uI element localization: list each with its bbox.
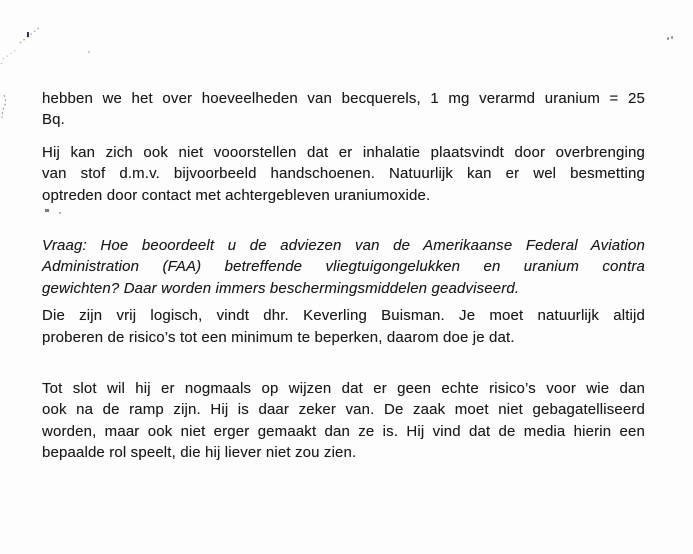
paragraph-slot-geen-risico [42,378,645,464]
text-line: Bq. [42,111,65,129]
text-line: Administration (FAA) betreffende vliegtuigongelukken en uranium contra [42,258,645,276]
text-line: Vraag: Hoe beoordeelt u de adviezen van de Amerikaanse Federal Aviation [42,237,645,255]
scratch-mark [0,20,50,70]
ink-dot [88,51,90,53]
paragraph-vraag-faa [42,235,645,299]
ink-fleck [27,32,29,37]
text-line: worden, maar ook niet erger gemaakt dan ze is. Hij vind dat de media hierin een [42,422,645,440]
edge-squiggle-mark [0,94,12,120]
corner-speck-mark [667,36,677,44]
document-body [42,88,645,464]
text-line: Tot slot wil hij er nogmaals op wijzen dat er geen echte risico’s voor wie dan [42,380,645,398]
paragraph-intro-becquerels [42,88,645,131]
text-line: Hij kan zich ook niet vooorstellen dat er inhalatie plaatsvindt door overbrenging [42,143,645,161]
text-line: hebben we het over hoeveelheden van becquerels, 1 mg verarmd uranium = 25 [42,90,645,107]
paragraph-inhalatie-besmetting [42,142,645,206]
paragraph-antwoord-logisch [42,305,645,348]
text-line: ook na de ramp zijn. Hij is daar zeker van. De zaak moet niet gebagatelliseerd [42,401,645,419]
text-line: van stof d.m.v. bijvoorbeeld handschoenen. Natuurlijk kan er wel besmetting [42,165,645,183]
text-line: Die zijn vrij logisch, vindt dhr. Keverling Buisman. Je moet natuurlijk altijd [42,307,645,325]
text-line: bepaalde rol speelt, die hij liever niet zou zien. [42,444,357,462]
text-line: gewichten? Daar worden immers beschermingsmiddelen geadviseerd. [42,279,520,297]
text-line: optreden door contact met achtergebleven uraniumoxide. [42,186,431,204]
text-line: proberen de risico’s tot een minimum te beperken, daarom doe je dat. [42,328,515,346]
